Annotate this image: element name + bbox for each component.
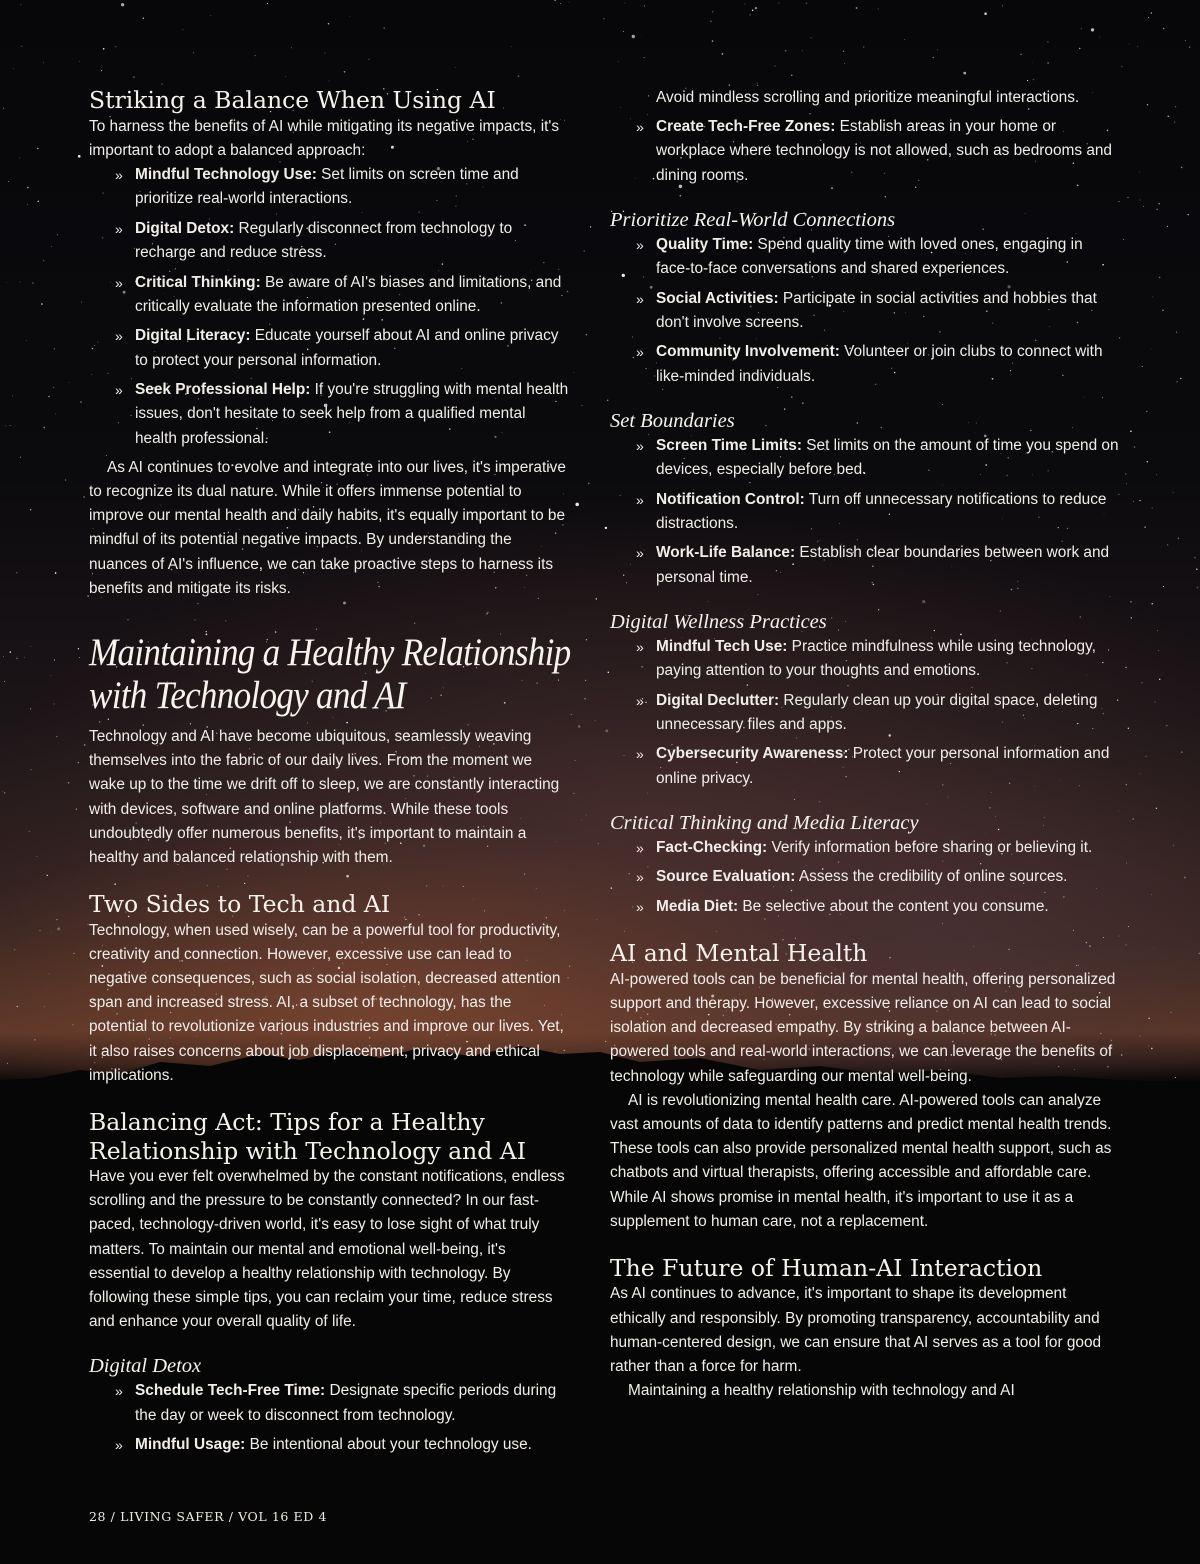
bullet-chevron-icon: »: [636, 437, 644, 454]
bullet-chevron-icon: »: [636, 236, 644, 253]
paragraph-future-2: Maintaining a healthy relationship with technology and AI: [628, 1382, 1015, 1400]
item-text: Set limits on the amount of time you spend on devices, especially before bed.: [656, 436, 1119, 479]
item-text: Regularly clean up your digital space, deleting unnecessary files and apps.: [656, 691, 1098, 733]
item-text: Practice mindfulness while using technology, paying attention to your thoughts and emotions.: [656, 637, 1096, 680]
item-lead: Mindful Tech Use:: [656, 637, 788, 655]
item-lead: Create Tech-Free Zones:: [656, 118, 836, 136]
list-item: [115, 1379, 569, 1427]
item-lead: Community Involvement:: [656, 343, 840, 361]
heading-striking-balance: Striking a Balance When Using AI: [89, 86, 496, 114]
item-lead: Source Evaluation:: [656, 868, 796, 886]
continued-bullet-line: Avoid mindless scrolling and prioritize meaningful interactions.: [656, 89, 1080, 106]
item-text: Be selective about the content you consume.: [738, 898, 1049, 915]
zones-list: [610, 115, 1120, 188]
bullet-chevron-icon: »: [115, 1383, 123, 1400]
paragraph-mental-health-2: AI is revolutionizing mental health care. AI-powered tools can analyze vast amounts of data to identify patterns and predict mental health trends. These tools can also provide personalized mental health support, such as chatbots and virtual therapists, offering accessible and affordable care. While AI shows promise in mental health, it's important to use it as a supplement to human care, not a replacement.: [610, 1091, 1112, 1230]
detox-list: [89, 1379, 569, 1457]
list-item: [115, 324, 569, 372]
item-text: Turn off unnecessary notifications to reduce distractions.: [656, 490, 1107, 532]
list-item: [115, 1433, 569, 1457]
list-item: [636, 541, 1120, 589]
heading-ai-mental-health: AI and Mental Health: [610, 939, 868, 968]
bullet-chevron-icon: »: [636, 545, 644, 562]
bullet-chevron-icon: »: [636, 290, 644, 307]
list-item: [636, 340, 1120, 388]
list-item: [636, 434, 1120, 482]
list-item: [636, 488, 1120, 536]
heading-set-boundaries: Set Boundaries: [610, 409, 735, 432]
left-column: [89, 86, 569, 1457]
list-item: [115, 378, 569, 451]
item-text: Assess the credibility of online sources.: [795, 868, 1068, 886]
bullet-chevron-icon: »: [636, 119, 644, 136]
item-text: Volunteer or join clubs to connect with like-minded individuals.: [656, 343, 1103, 385]
bullet-chevron-icon: »: [115, 166, 123, 183]
page-folio: 28 / LIVING SAFER / VOL 16 ED 4: [89, 1509, 328, 1524]
item-lead: Digital Literacy:: [135, 327, 251, 345]
list-item: [636, 115, 1120, 188]
bullet-chevron-icon: »: [636, 899, 644, 915]
bullet-chevron-icon: »: [636, 839, 644, 856]
bullet-chevron-icon: »: [115, 382, 123, 399]
bullet-chevron-icon: »: [636, 344, 644, 361]
item-text: Establish clear boundaries between work and personal time.: [656, 544, 1110, 586]
list-item: [636, 836, 1120, 860]
list-item: [636, 895, 1120, 919]
heading-balancing-act: Balancing Act: Tips for a Healthy Relationship with Technology and AI: [89, 1108, 526, 1165]
item-lead: Fact-Checking:: [656, 838, 768, 856]
right-column: [610, 86, 1120, 1403]
item-lead: Social Activities:: [656, 289, 779, 307]
bullet-chevron-icon: »: [636, 869, 644, 886]
bullet-chevron-icon: »: [636, 746, 644, 763]
heading-digital-detox: Digital Detox: [89, 1355, 202, 1378]
item-text: Set limits on screen time and prioritize real-world interactions.: [135, 165, 519, 208]
balance-list: [89, 163, 569, 451]
item-lead: Critical Thinking:: [135, 273, 261, 291]
item-lead: Media Diet:: [656, 898, 739, 915]
item-text: Verify information before sharing or believing it.: [767, 838, 1093, 856]
item-text: Spend quality time with loved ones, engaging in face-to-face conversations and shared experiences.: [656, 235, 1083, 278]
item-text: Regularly disconnect from technology to recharge and reduce stress.: [135, 219, 513, 261]
item-lead: Digital Detox:: [135, 219, 235, 237]
heading-future-interaction: The Future of Human-AI Interaction: [610, 1253, 1043, 1282]
list-item: [636, 742, 1120, 790]
item-lead: Mindful Technology Use:: [135, 165, 317, 183]
bullet-chevron-icon: »: [636, 491, 644, 508]
paragraph-main-intro: Technology and AI have become ubiquitous, seamlessly weaving themselves into the fabric of our daily lives. From the moment we wake up to the time we drift off to sleep, we are constantly interacting with devices, software and online platforms. While these tools undoubtedly offer numerous benefits, it's important to maintain a healthy and balanced relationship with them.: [89, 727, 560, 866]
heading-digital-wellness: Digital Wellness Practices: [610, 610, 827, 633]
paragraph-two-sides: Technology, when used wisely, can be a powerful tool for productivity, creativity and connection. However, excessive use can lead to negative consequences, such as social isolation, decreased attention span and increased stress. AI, a subset of technology, has the potential to revolutionize various industries and improve our lives. Yet, it also raises concerns about job displacement, privacy and ethical implications.: [89, 921, 564, 1084]
item-text: If you're struggling with mental health issues, don't hesitate to seek help from a qualified mental health professional.: [135, 381, 569, 447]
item-text: Be aware of AI's biases and limitations, and critically evaluate the information presented online.: [135, 273, 562, 315]
item-text: Educate yourself about AI and online privacy to protect your personal information.: [135, 327, 559, 369]
paragraph-future-1: As AI continues to advance, it's important to shape its development ethically and responsibly. By promoting transparency, accountability and human-centered design, we can ensure that AI serves as a tool for good rather than a force for harm.: [610, 1285, 1102, 1376]
heading-critical-thinking: Critical Thinking and Media Literacy: [610, 811, 919, 834]
item-lead: Cybersecurity Awareness:: [656, 745, 849, 763]
item-text: Protect your personal information and online privacy.: [656, 745, 1110, 787]
item-lead: Schedule Tech-Free Time:: [135, 1382, 326, 1400]
list-item: [636, 233, 1120, 281]
list-item: [636, 287, 1120, 335]
paragraph-evolve: As AI continues to evolve and integrate into our lives, it's imperative to recognize its dual nature. While it offers immense potential to improve our mental health and daily habits, it's equally important to be mindful of its potential negative impacts. By understanding the nuances of AI's influence, we can take proactive steps to harness its benefits and mitigate its risks.: [89, 458, 566, 597]
heading-two-sides: Two Sides to Tech and AI: [89, 890, 391, 919]
list-item: [115, 163, 569, 211]
heading-prioritize: Prioritize Real-World Connections: [610, 208, 896, 231]
item-text: Establish areas in your home or workplace where technology is not allowed, such as bedrooms and dining rooms.: [656, 118, 1112, 184]
bullet-chevron-icon: »: [115, 1437, 123, 1454]
bullet-chevron-icon: »: [636, 692, 644, 709]
bullet-chevron-icon: »: [115, 328, 123, 345]
list-item: [115, 271, 569, 319]
item-lead: Quality Time:: [656, 235, 754, 253]
list-item: [636, 689, 1120, 737]
item-text: Participate in social activities and hobbies that don't involve screens.: [656, 289, 1097, 331]
item-text: Designate specific periods during the day or week to disconnect from technology.: [135, 1382, 557, 1424]
boundaries-list: [610, 434, 1120, 590]
item-lead: Seek Professional Help:: [135, 381, 311, 399]
item-lead: Work-Life Balance:: [656, 544, 796, 562]
main-heading: Maintaining a Healthy Relationship with Technology and AI: [89, 630, 571, 717]
bullet-chevron-icon: »: [115, 220, 123, 237]
prioritize-list: [610, 233, 1120, 389]
paragraph-balancing-act: Have you ever felt overwhelmed by the constant notifications, endless scrolling and the pressure to be constantly connected? In our fast-paced, technology-driven world, it's easy to lose sight of what truly matters. To maintain our mental and emotional well-being, it's essential to develop a healthy relationship with technology. By following these simple tips, you can reclaim your time, reduce stress and enhance your overall quality of life.: [89, 1168, 565, 1331]
critical-list: [610, 836, 1120, 919]
item-lead: Notification Control:: [656, 490, 805, 508]
list-item: [636, 865, 1120, 889]
item-lead: Digital Declutter:: [656, 691, 780, 709]
paragraph-balance-intro: To harness the benefits of AI while mitigating its negative impacts, it's important to adopt a balanced approach:: [89, 117, 560, 159]
bullet-chevron-icon: »: [115, 274, 123, 291]
bullet-chevron-icon: »: [636, 638, 644, 655]
item-text: Be intentional about your technology use.: [245, 1436, 532, 1454]
list-item: [115, 217, 569, 265]
list-item: [636, 635, 1120, 683]
wellness-list: [610, 635, 1120, 791]
paragraph-mental-health-1: AI-powered tools can be beneficial for mental health, offering personalized support and therapy. However, excessive reliance on AI can lead to social isolation and decreased empathy. By striking a balance between AI-powered tools and real-world interactions, we can leverage the benefits of technology while safeguarding our mental well-being.: [610, 970, 1116, 1085]
item-lead: Mindful Usage:: [135, 1436, 246, 1454]
item-lead: Screen Time Limits:: [656, 436, 802, 454]
